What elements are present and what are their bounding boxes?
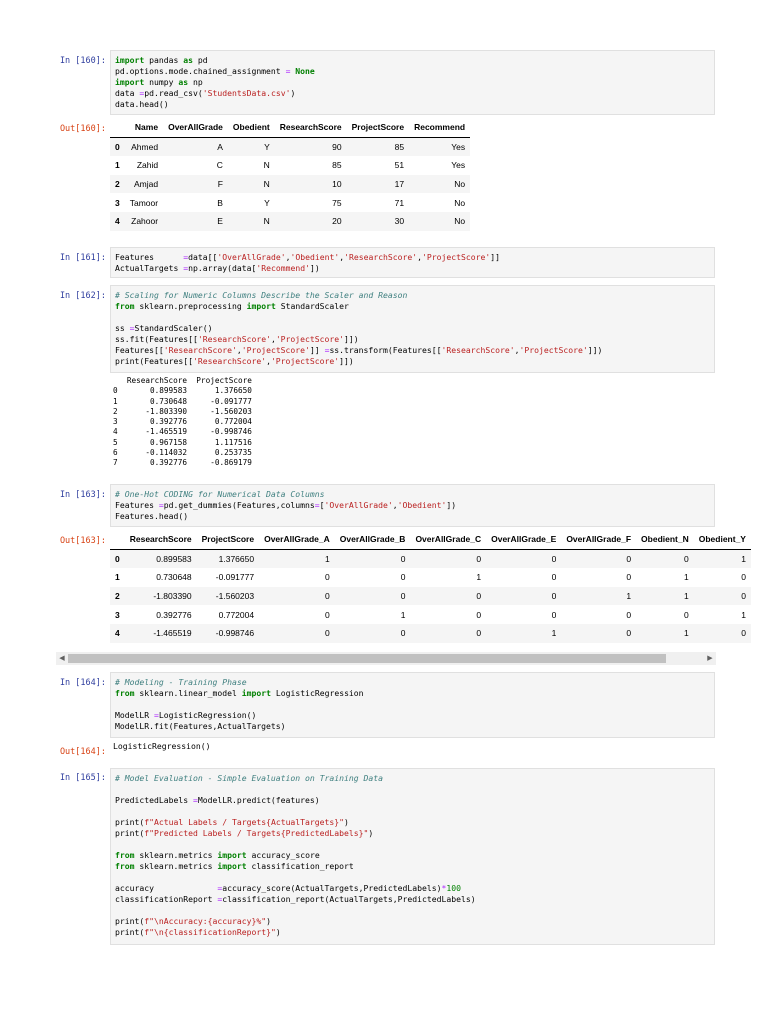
table-cell: 75 [332,197,342,208]
table-cell: 0.730648 [156,572,192,583]
table-cell: A [217,141,223,152]
row-index: 1 [115,572,120,583]
table-cell: 71 [394,197,405,208]
code-token: ]] [309,345,325,355]
cell-165-in-prompt: In [165]: [59,773,106,783]
table-cell: 0 [551,609,557,620]
code-token: ]]) [587,345,603,355]
code-line [115,817,710,828]
code-token: accuracy_score [251,850,320,860]
output-line: ResearchScore ProjectScore [113,376,252,385]
code-line [115,323,710,334]
cell-164-out-prompt: Out[164]: [59,747,106,757]
code-token: import [217,861,252,871]
table-cell: Y [264,197,270,208]
code-line [115,861,710,872]
scroll-right-arrow-icon[interactable]: ▶ [707,654,713,662]
code-token: pd [197,55,208,65]
code-token: LogisticRegression [275,688,364,698]
cell-160-in-prompt: In [160]: [59,56,106,66]
table-cell: F [217,179,223,190]
code-line [115,699,710,710]
cell-163-output-scroll[interactable] [110,530,746,646]
code-token: 'ResearchScore' [441,345,515,355]
table-cell: -0.998746 [215,628,255,639]
output-line: 7 0.392776 -0.869179 [113,458,252,468]
code-token: ActualTargets [115,263,184,273]
code-token: 100 [446,883,461,893]
table-cell: 1 [684,572,689,583]
table-cell: 0 [551,572,557,583]
table-cell: 0 [325,609,330,620]
code-token: 'Obedient' [290,252,340,262]
code-token: # Model Evaluation - Simple Evaluation on Training Data [115,773,384,783]
column-header: Recommend [409,118,470,137]
code-token: accuracy [115,883,218,893]
code-token: LogisticRegression() [158,710,257,720]
code-token: ) [344,817,349,827]
code-token: * [441,883,447,893]
code-token: import [241,688,276,698]
table-row [110,624,751,643]
code-token: , [266,356,271,366]
code-token: , [339,252,345,262]
code-token: ModelLR.fit(Features,ActualTargets) [115,721,286,731]
table-cell: N [263,179,270,190]
table-cell: -1.560203 [215,591,255,602]
code-token: import [246,301,281,311]
table-cell: 0 [400,572,406,583]
output-line: 6 -0.114032 0.253735 [113,448,252,458]
code-line [115,688,710,699]
output-line: 0 0.899583 1.376650 [113,386,252,396]
table-cell: 1 [684,628,689,639]
table-cell: 0 [684,609,689,620]
code-token: = [153,710,159,720]
code-token: ) [275,927,281,937]
code-token: print( [115,817,145,827]
code-token: , [285,252,291,262]
code-token: = [217,894,223,904]
table-cell: 0 [741,591,746,602]
table-cell: 1.376650 [218,553,255,564]
column-header: Obedient_N [636,530,694,549]
code-token: pandas [149,55,184,65]
code-token: = [129,323,135,333]
code-token: , [417,252,423,262]
table-cell: 1 [626,591,632,602]
column-header: OverAllGrade_A [259,530,335,549]
code-token: # Scaling for Numeric Columns Describe the Scaler and Reason [115,290,408,300]
row-index: 3 [115,609,120,620]
table-cell: 1 [476,572,482,583]
code-token: from [115,301,140,311]
cell-162-output [113,376,252,469]
table-cell: Ahmed [131,141,159,152]
table-cell: Yes [451,160,466,171]
column-header: OverAllGrade_E [486,530,561,549]
table-cell: 90 [332,141,342,152]
code-token: # Modeling - Training Phase [115,677,247,687]
code-token: 'OverAllGrade' [217,252,286,262]
table-row [110,156,470,175]
cell-163-dataframe [110,530,751,643]
code-token: pd.read_csv( [144,88,203,98]
code-line [115,828,710,839]
code-token: print( [115,916,145,926]
code-token: ) [368,828,374,838]
output-line: 3 0.392776 0.772004 [113,417,252,427]
code-token: print( [115,927,145,937]
column-header: OverAllGrade_C [410,530,486,549]
code-token: print( [115,828,145,838]
code-token: classificationReport [115,894,218,904]
code-token: , [236,345,242,355]
code-token: ModelLR [115,710,154,720]
code-token: from [115,850,140,860]
table-row [110,137,470,156]
cell-164-output: LogisticRegression() [113,741,211,751]
table-cell: 0.772004 [218,609,255,620]
code-token: [ [319,500,325,510]
code-line [115,905,710,916]
table-row [110,568,751,587]
code-token: , [392,500,398,510]
code-token: 'OverAllGrade' [324,500,393,510]
table-row [110,193,470,212]
code-line [115,806,710,817]
code-token: = [217,883,223,893]
code-token: data [115,88,140,98]
table-cell: 85 [394,141,405,152]
code-token: pd.options.mode.chained_assignment [115,66,286,76]
code-line [115,721,710,732]
table-cell: 0 [400,591,406,602]
table-row [110,212,470,231]
code-token: 'Obedient' [397,500,447,510]
table-cell: 0 [626,628,632,639]
cell-161-code[interactable] [110,247,715,278]
table-cell: 0 [626,553,632,564]
column-header [110,118,125,137]
code-token: 'ProjectScore' [241,345,310,355]
code-token: import [217,850,252,860]
table-cell: 1 [325,553,330,564]
code-line [115,677,710,688]
code-token: Features [115,252,184,262]
code-token: ) [266,916,271,926]
table-cell: 0.392776 [156,609,192,620]
code-token: f"Actual Labels / Targets{ActualTargets}" [144,817,345,827]
table-cell: 85 [332,160,342,171]
table-cell: 0 [325,591,330,602]
code-token: ss.transform(Features[[ [329,345,442,355]
table-header-row [110,118,470,137]
code-token: 'ResearchScore' [163,345,237,355]
table-cell: 51 [394,160,405,171]
column-header: OverAllGrade_F [561,530,636,549]
table-cell: No [454,179,466,190]
code-token: from [115,688,140,698]
code-line [115,55,710,66]
column-header: OverAllGrade [163,118,228,137]
table-cell: Zahoor [131,216,159,227]
code-token: ss [115,323,130,333]
cell-160-code[interactable] [110,50,715,115]
code-token: Features [115,500,159,510]
table-cell: E [217,216,223,227]
output-line: 5 0.967158 1.117516 [113,437,252,447]
table-cell: 0 [476,628,482,639]
table-cell: 0 [684,553,689,564]
cell-164-in-prompt: In [164]: [59,678,106,688]
table-cell: Y [264,141,270,152]
code-token: = [324,345,330,355]
code-line [115,773,710,784]
code-token: 'StudentsData.csv' [202,88,291,98]
code-token: data[[ [188,252,218,262]
code-line [115,839,710,850]
code-token: = [139,88,145,98]
code-line [115,263,710,274]
table-cell: 0 [400,553,406,564]
code-line [115,511,710,522]
code-token: ss.fit(Features[[ [115,334,198,344]
code-token: ]]) [344,334,359,344]
table-cell: 1 [400,609,406,620]
column-header: ResearchScore [275,118,347,137]
column-header [110,530,125,549]
table-cell: Tamoor [129,197,159,208]
table-cell: 0 [476,609,482,620]
table-cell: C [216,160,223,171]
column-header: ResearchScore [125,530,197,549]
code-token: ModelLR.predict(features) [197,795,320,805]
code-token: ]] [490,252,501,262]
code-token: ) [290,88,296,98]
code-line [115,99,710,110]
cell-163-out-prompt: Out[163]: [59,536,106,546]
cell-161-in-prompt: In [161]: [59,253,106,263]
code-token: Features.head() [115,511,189,521]
table-cell: No [454,216,466,227]
code-token: 'ProjectScore' [519,345,588,355]
table-cell: 0 [551,591,557,602]
cell-160-out-prompt: Out[160]: [59,124,106,134]
table-cell: Zahid [136,160,159,171]
code-token: 'Recommend' [256,263,310,273]
code-line [115,894,710,905]
table-cell: No [454,197,466,208]
row-index: 2 [115,179,120,190]
table-cell: 0 [476,591,482,602]
table-cell: 0 [741,628,746,639]
table-cell: 1 [741,609,746,620]
table-cell: 0 [325,572,330,583]
code-token: = [183,263,189,273]
column-header: ProjectScore [197,530,259,549]
code-token: 'ProjectScore' [270,356,340,366]
code-token: 'ResearchScore' [192,356,267,366]
table-cell: Amjad [133,179,159,190]
code-token: sklearn.metrics [139,861,218,871]
row-index: 4 [115,216,120,227]
cell-162-code[interactable] [110,285,715,373]
table-cell: 0 [476,553,482,564]
cell-163-code[interactable] [110,484,715,527]
cell-160-dataframe [110,118,470,231]
table-cell: 0 [551,553,557,564]
code-line [115,301,710,312]
code-token: classification_report(ActualTargets,PredictedLabels) [222,894,476,904]
row-index: 2 [115,591,120,602]
code-line [115,872,710,883]
code-line [115,345,710,356]
column-header: Obedient_Y [694,530,751,549]
horizontal-scrollbar[interactable] [56,652,716,665]
code-line [115,66,710,77]
code-token: StandardScaler() [134,323,213,333]
table-cell: 0 [626,572,632,583]
table-row [110,605,751,624]
table-cell: 17 [394,179,405,190]
code-token: , [270,334,276,344]
code-token: sklearn.preprocessing [139,301,247,311]
cell-165-code[interactable] [110,768,715,945]
code-token: accuracy_score(ActualTargets,PredictedLabels) [222,883,442,893]
code-token: np.array(data[ [188,263,257,273]
row-index: 1 [115,160,120,171]
code-line [115,927,710,938]
code-line [115,710,710,721]
column-header: Obedient [228,118,275,137]
table-cell: 0 [741,572,746,583]
code-token: = [158,500,164,510]
table-cell: 20 [332,216,342,227]
code-token: 'ResearchScore' [344,252,418,262]
code-line [115,312,710,323]
code-token: f"\nAccuracy:{accuracy}%" [144,916,267,926]
code-token: ]) [309,263,320,273]
output-line: 2 -1.803390 -1.560203 [113,406,252,416]
code-token: 'ProjectScore' [422,252,491,262]
table-cell: 1 [741,553,746,564]
scrollbar-thumb[interactable] [68,654,666,663]
code-token: f"Predicted Labels / Targets{PredictedLabels}" [144,828,369,838]
table-cell: 0.899583 [156,553,192,564]
code-token: 'ResearchScore' [197,334,271,344]
column-header: OverAllGrade_B [335,530,411,549]
code-token: np [193,77,203,87]
code-token: Features[[ [115,345,164,355]
code-token: print(Features[[ [115,356,193,366]
code-token: sklearn.linear_model [139,688,242,698]
code-token: # One-Hot CODING for Numerical Data Columns [115,489,325,499]
code-line [115,784,710,795]
code-token: ]]) [339,356,354,366]
table-cell: Yes [451,141,466,152]
table-cell: N [263,216,270,227]
code-line [115,252,710,263]
code-token: = [183,252,189,262]
output-line: 1 0.730648 -0.091777 [113,396,252,406]
row-index: 3 [115,197,120,208]
table-row [110,175,470,194]
code-line [115,916,710,927]
table-cell: 1 [684,591,689,602]
code-line [115,489,710,500]
code-line [115,850,710,861]
code-line [115,500,710,511]
cell-162-in-prompt: In [162]: [59,291,106,301]
code-token: StandardScaler [280,301,349,311]
table-cell: 10 [332,179,342,190]
code-token: pd.get_dummies(Features,columns [163,500,315,510]
table-cell: 1 [551,628,557,639]
code-token: 'ProjectScore' [275,334,345,344]
output-line: 4 -1.465519 -0.998746 [113,427,252,437]
code-line [115,334,710,345]
column-header: Name [125,118,163,137]
table-cell: -1.803390 [153,591,192,602]
code-line [115,883,710,894]
code-token: data.head() [115,99,169,109]
table-row [110,587,751,606]
code-line [115,88,710,99]
code-token: import [115,77,150,87]
table-cell: 30 [394,216,405,227]
code-token: = [314,500,320,510]
table-cell: B [217,197,223,208]
column-header: ProjectScore [347,118,409,137]
code-token: ]) [446,500,457,510]
code-line [115,356,710,367]
code-token: None [290,66,315,76]
table-row [110,549,751,568]
code-token: as [183,55,198,65]
code-token: numpy [149,77,179,87]
code-token: from [115,861,140,871]
table-cell: 0 [325,628,330,639]
code-token: import [115,55,150,65]
code-token: as [178,77,193,87]
table-cell: 0 [626,609,632,620]
code-token: = [192,795,198,805]
code-line [115,290,710,301]
code-token: PredictedLabels [115,795,193,805]
table-cell: N [263,160,270,171]
table-cell: -0.091777 [215,572,255,583]
cell-163-in-prompt: In [163]: [59,490,106,500]
code-line [115,77,710,88]
table-header-row [110,530,751,549]
row-index: 0 [115,141,120,152]
row-index: 0 [115,553,120,564]
code-token: sklearn.metrics [139,850,218,860]
table-cell: -1.465519 [153,628,192,639]
cell-164-code[interactable] [110,672,715,738]
code-token: classification_report [251,861,354,871]
code-line [115,795,710,806]
code-token: f"\n{classificationReport}" [144,927,276,937]
table-cell: 0 [400,628,406,639]
code-token: = [285,66,291,76]
code-token: , [514,345,520,355]
row-index: 4 [115,628,120,639]
scroll-left-arrow-icon[interactable]: ◀ [59,654,65,662]
